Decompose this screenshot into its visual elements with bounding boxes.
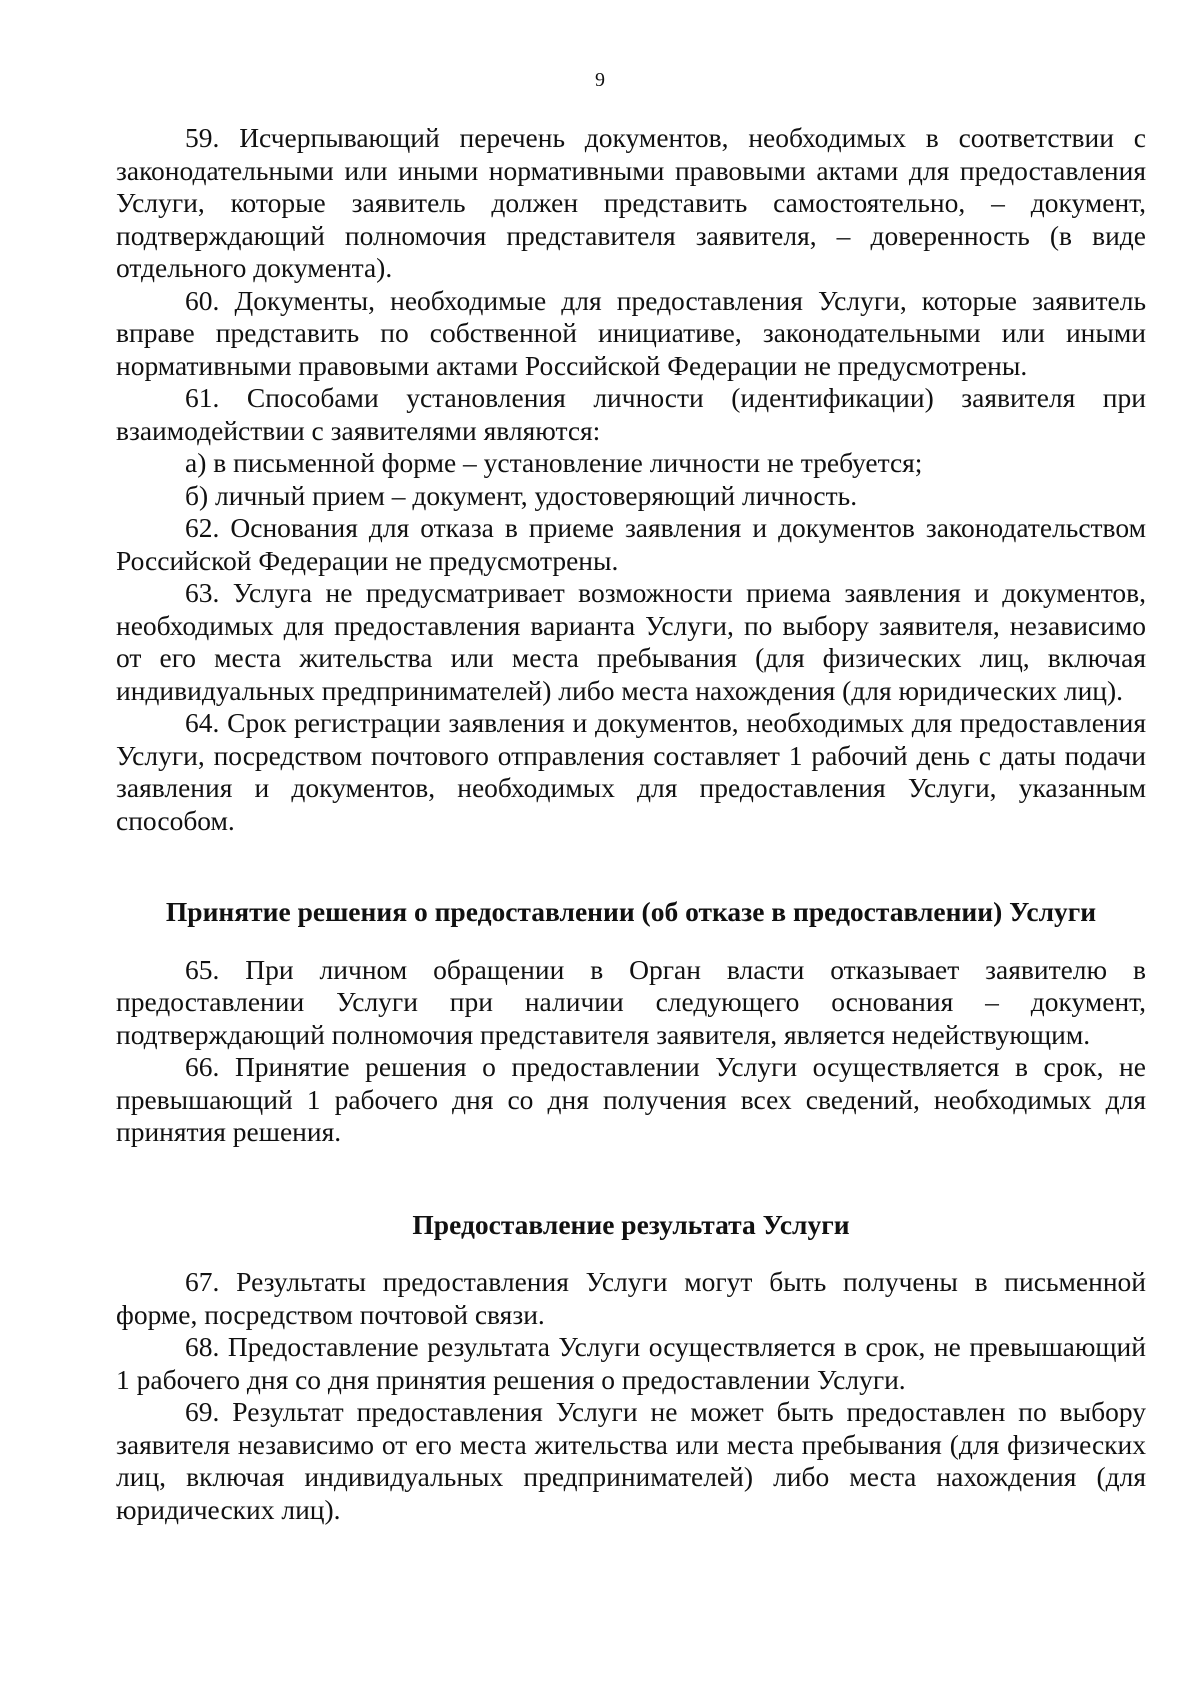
paragraph-59: 59. Исчерпывающий перечень документов, необходимых в соответствии с законодательными или иными нормативными правовыми актами для предоставления Услуги, которые заявитель должен представить самостоятельно, – документ, подтверждающий полномочия представителя заявителя, – доверенность (в виде отдельного документа).	[116, 122, 1146, 283]
paragraph-67: 67. Результаты предоставления Услуги могут быть получены в письменной форме, посредством почтовой связи.	[116, 1266, 1146, 1330]
paragraph-62: 62. Основания для отказа в приеме заявления и документов законодательством Российской Федерации не предусмотрены.	[116, 512, 1146, 576]
paragraph-63: 63. Услуга не предусматривает возможности приема заявления и документов, необходимых для предоставления варианта Услуги, по выбору заявителя, независимо от его места жительства или места пребывания (для физических лиц, включая индивидуальных предпринимателей) либо места нахождения (для юридических лиц).	[116, 577, 1146, 706]
paragraph-61-a: а) в письменной форме – установление личности не требуется;	[185, 447, 923, 478]
paragraph-64: 64. Срок регистрации заявления и документов, необходимых для предоставления Услуги, посредством почтового отправления составляет 1 рабочий день с даты подачи заявления и документов, необходимых для предоставления Услуги, указанным способом.	[116, 707, 1146, 836]
section-heading-result: Предоставление результата Услуги	[412, 1208, 850, 1240]
section-heading-decision: Принятие решения о предоставлении (об отказе в предоставлении) Услуги	[165, 896, 1097, 927]
document-body	[116, 122, 1146, 1526]
paragraph-61-b: б) личный прием – документ, удостоверяющий личность.	[185, 479, 858, 511]
paragraph-69: 69. Результат предоставления Услуги не может быть предоставлен по выбору заявителя независимо от его места жительства или места пребывания (для физических лиц, включая индивидуальных предпринимателей) либо места нахождения (для юридических лиц).	[116, 1396, 1146, 1525]
paragraph-65: 65. При личном обращении в Орган власти отказывает заявителю в предоставлении Услуги при наличии следующего основания – документ, подтверждающий полномочия представителя заявителя, является недействующим.	[116, 953, 1146, 1050]
paragraph-61: 61. Способами установления личности (идентификации) заявителя при взаимодействии с заявителями являются:	[116, 382, 1146, 446]
page-number: 9	[595, 69, 605, 91]
paragraph-60: 60. Документы, необходимые для предоставления Услуги, которые заявитель вправе представить по собственной инициативе, законодательными или иными нормативными правовыми актами Российской Федерации не предусмотрены.	[116, 284, 1146, 381]
paragraph-68: 68. Предоставление результата Услуги осуществляется в срок, не превышающий 1 рабочего дня со дня принятия решения о предоставлении Услуги.	[116, 1331, 1146, 1395]
paragraph-66: 66. Принятие решения о предоставлении Услуги осуществляется в срок, не превышающий 1 рабочего дня со дня получения всех сведений, необходимых для принятия решения.	[116, 1051, 1146, 1147]
